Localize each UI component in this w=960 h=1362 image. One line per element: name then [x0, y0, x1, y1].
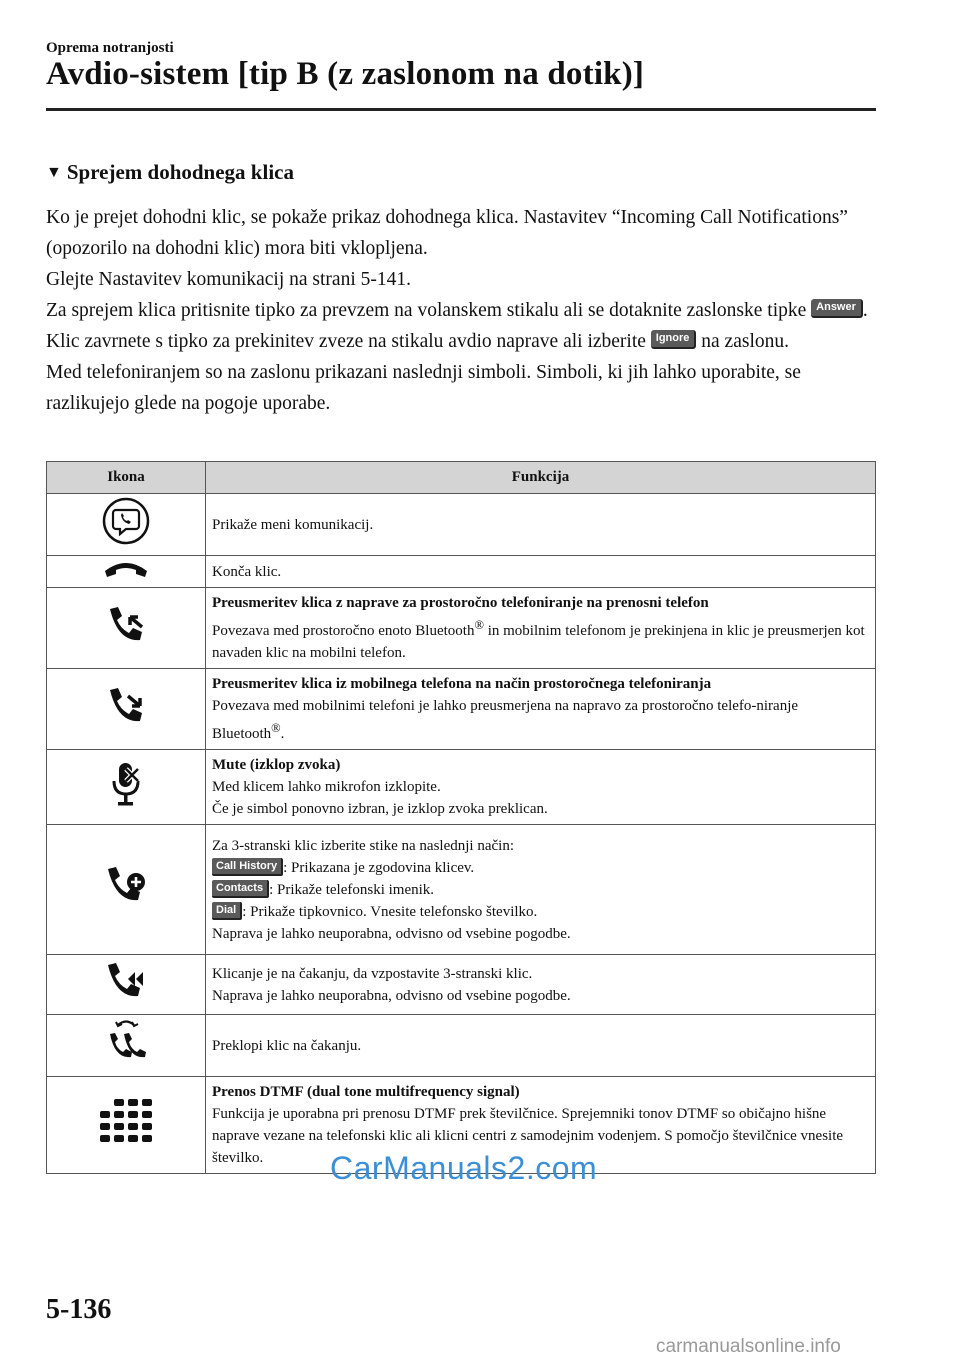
communication-menu-icon — [101, 496, 151, 546]
page-number: 5-136 — [46, 1294, 112, 1325]
icon-cell — [47, 588, 206, 669]
icon-cell — [47, 825, 206, 955]
paragraph-reference: Glejte Nastavitev komunikacij na strani 5-141. — [46, 269, 411, 290]
icon-cell — [47, 750, 206, 825]
row-text-part: Povezava med prostoročno enoto Bluetooth — [212, 623, 475, 639]
table-header-row — [47, 462, 876, 494]
row-option-text: : Prikazana je zgodovina klicev. — [283, 859, 475, 876]
triangle-marker-icon: ▼ — [46, 164, 62, 181]
mute-microphone-icon — [109, 759, 143, 809]
row-text: Za 3-stranski klic izberite stike na naslednji način: — [212, 837, 514, 854]
dtmf-keypad-icon — [98, 1097, 154, 1147]
icon-cell — [47, 669, 206, 750]
ignore-button: Ignore — [651, 330, 697, 349]
row-option-text: : Prikaže tipkovnico. Vnesite telefonsko številko. — [242, 903, 538, 920]
row-title: Mute (izklop zvoka) — [212, 757, 341, 773]
table-row — [47, 669, 876, 750]
subheading — [46, 160, 294, 185]
row-text: Med klicem lahko mikrofon izklopite. — [212, 779, 441, 795]
call-history-button: Call History — [212, 858, 283, 876]
icon-cell — [47, 955, 206, 1015]
subheading-text: Sprejem dohodnega klica — [66, 160, 294, 184]
dial-button: Dial — [212, 902, 242, 920]
function-cell — [206, 825, 876, 955]
row-title: Preusmeritev klica iz mobilnega telefona na način prostoročnega telefoniranja — [212, 676, 712, 692]
end-call-icon — [101, 557, 151, 579]
title-divider — [46, 108, 876, 111]
function-cell — [206, 494, 876, 556]
transfer-to-phone-icon — [104, 603, 148, 647]
icon-function-table — [46, 461, 876, 1174]
contacts-button: Contacts — [212, 880, 269, 898]
section-label: Oprema notranjosti — [46, 40, 174, 56]
row-text-part: Povezava med mobilnimi telefoni je lahko preusmerjena na napravo za prostoročno telefo-niranje Bluetooth — [212, 698, 799, 742]
function-cell — [206, 588, 876, 669]
row-option — [212, 901, 869, 923]
header-icon: Ikona — [47, 462, 206, 494]
icon-cell — [47, 1015, 206, 1077]
function-cell — [206, 556, 876, 588]
transfer-to-handsfree-icon — [104, 684, 148, 728]
footer-watermark: carmanualsonline.info — [656, 1336, 841, 1357]
answer-text: Za sprejem klica pritisnite tipko za prevzem na volanskem stikalu ali se dotaknite zaslonske tipke — [46, 300, 812, 321]
paragraph-symbols: Med telefoniranjem so na zaslonu prikazani naslednji simboli. Simboli, ki jih lahko uporabite, se razlikujejo glede na pogoje uporabe. — [46, 362, 801, 414]
icon-cell — [47, 494, 206, 556]
row-option — [212, 879, 869, 901]
row-text: Prikaže meni komunikacij. — [212, 516, 374, 533]
row-option-text: : Prikaže telefonski imenik. — [269, 881, 435, 898]
row-text: Klicanje je na čakanju, da vzpostavite 3-stranski klic. — [212, 965, 533, 982]
row-text: Preklopi klic na čakanju. — [212, 1037, 362, 1054]
body-text — [46, 202, 876, 419]
table-row — [47, 825, 876, 955]
row-title: Preusmeritev klica z naprave za prostoročno telefoniranje na prenosni telefon — [212, 595, 709, 611]
row-text: Naprava je lahko neuporabna, odvisno od vsebine pogodbe. — [212, 987, 571, 1004]
registered-mark: ® — [271, 721, 281, 735]
registered-mark: ® — [474, 618, 484, 632]
function-cell — [206, 669, 876, 750]
row-text: Če je simbol ponovno izbran, je izklop zvoka preklican. — [212, 801, 548, 817]
function-cell — [206, 1015, 876, 1077]
ignore-text: Klic zavrnete s tipko za prekinitev zveze na stikalu avdio naprave ali izberite — [46, 331, 651, 352]
answer-button: Answer — [811, 299, 863, 318]
table-row — [47, 750, 876, 825]
table-row — [47, 1015, 876, 1077]
row-title: Prenos DTMF (dual tone multifrequency signal) — [212, 1084, 520, 1100]
table-row — [47, 556, 876, 588]
paragraph-incoming: Ko je prejet dohodni klic, se pokaže prikaz dohodnega klica. Nastavitev “Incoming Call Notifications” (opozorilo na dohodni klic) mora biti vklopljena. — [46, 207, 848, 259]
table-row — [47, 955, 876, 1015]
table-row — [47, 494, 876, 556]
table-row — [47, 588, 876, 669]
row-text-part: in mobilnim telefonom je prekinjena in klic je preusmerjen kot navaden klic na mobilni telefon. — [212, 623, 865, 661]
add-call-icon — [104, 864, 148, 908]
row-text — [212, 614, 869, 664]
merge-calls-icon — [104, 961, 148, 1001]
answer-text-end: . — [862, 300, 868, 321]
icon-cell — [47, 556, 206, 588]
row-text — [212, 695, 869, 745]
icon-cell — [47, 1077, 206, 1174]
ignore-text-end: na zaslonu. — [696, 331, 790, 352]
function-cell — [206, 955, 876, 1015]
swap-calls-icon — [104, 1016, 148, 1068]
header-function: Funkcija — [206, 462, 876, 494]
row-text: Funkcija je uporabna pri prenosu DTMF prek številčnice. Sprejemniki tonov DTMF so običajno hišne naprave vezane na telefonski klic ali klicni centri z samodejnim vodenjem. S pomočjo številčnice vnesite številko. — [212, 1106, 844, 1166]
paragraph-ignore — [46, 326, 876, 357]
function-cell — [206, 750, 876, 825]
row-text: Naprava je lahko neuporabna, odvisno od vsebine pogodbe. — [212, 925, 571, 942]
watermark: CarManuals2.com — [330, 1150, 598, 1186]
paragraph-answer — [46, 295, 876, 326]
row-text: Konča klic. — [212, 563, 282, 580]
row-option — [212, 857, 869, 879]
row-text-part: . — [280, 726, 285, 742]
page-title: Avdio-sistem [tip B (z zaslonom na dotik)] — [46, 56, 645, 92]
